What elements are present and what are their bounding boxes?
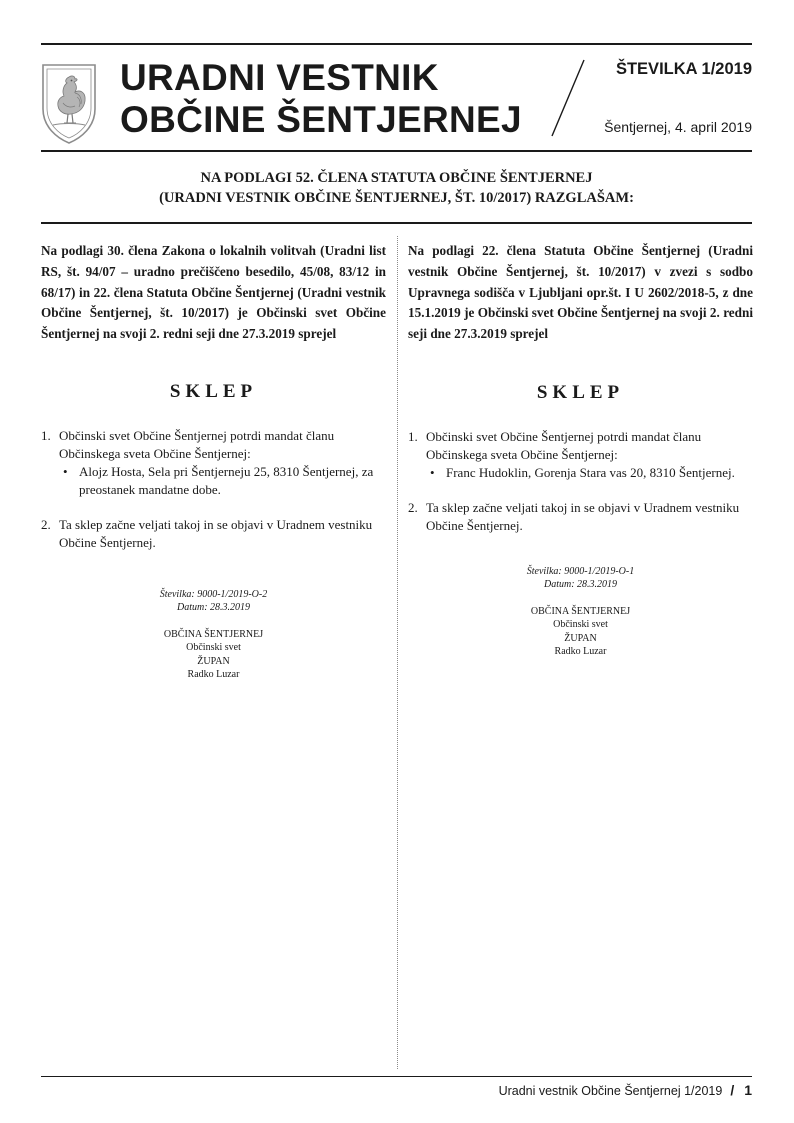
document-date: Datum: 28.3.2019 [543, 579, 618, 591]
item-number: 1. [408, 428, 418, 444]
item-text: Ta sklep začne veljati takoj in se objavi v Uradnem vestniku Občine Šentjernej. [59, 516, 373, 550]
page-footer [380, 1082, 752, 1098]
header-bottom-rule [41, 150, 752, 152]
signature-block [408, 565, 753, 659]
signatory-name: Radko Luzar [187, 669, 240, 681]
resolution-item [41, 516, 386, 552]
promulgation-line2: (URADNI VESTNIK OBČINE ŠENTJERNEJ, ŠT. 10/2017) RAZGLAŠAM: [159, 190, 634, 206]
signatory-role: ŽUPAN [197, 655, 230, 667]
header-top-rule [41, 43, 752, 45]
resolution-item [408, 428, 753, 464]
signatory-body: Občinski svet [553, 619, 608, 631]
resolution-item [408, 499, 753, 535]
resolution-item [41, 427, 386, 463]
masthead-title [120, 57, 560, 141]
footer-separator: / [730, 1082, 735, 1098]
item-text: Občinski svet Občine Šentjernej potrdi mandat članu Občinskega sveta Občine Šentjernej: [59, 427, 335, 461]
resolution-intro: Na podlagi 30. člena Zakona o lokalnih volitvah (Uradni list RS, št. 94/07 – uradno prečiščeno besedilo, 45/08, 83/12 in 68/17) in 22. člena Statuta Občine Šentjernej (Uradni vestnik Občine Šentjernej, št. 10/2017) je Občinski svet Občine Šentjernej na svoji 2. redni seji dne 27.3.2019 sprejel [41, 243, 386, 342]
bullet-mark: • [430, 464, 435, 480]
resolution-heading: SKLEP [536, 381, 625, 403]
promulgation-rule [41, 222, 752, 224]
item-text: Občinski svet Občine Šentjernej potrdi mandat članu Občinskega sveta Občine Šentjernej: [426, 428, 702, 462]
bullet-mark: • [63, 463, 68, 479]
signatory-org: OBČINA ŠENTJERNEJ [530, 605, 631, 617]
page-number: 1 [744, 1082, 752, 1098]
promulgation-text [41, 168, 752, 208]
rooster-crest-icon [41, 63, 97, 145]
signatory-name: Radko Luzar [554, 646, 607, 658]
resolution-heading: SKLEP [169, 380, 258, 402]
signatory-org: OBČINA ŠENTJERNEJ [163, 628, 264, 640]
member-name: Alojz Hosta, Sela pri Šentjerneju 25, 8310 Šentjernej, za preostanek mandatne dobe. [79, 463, 374, 497]
issue-number: ŠTEVILKA 1/2019 [615, 60, 752, 78]
item-number: 1. [41, 427, 51, 443]
document-number: Številka: 9000-1/2019-O-1 [526, 565, 635, 577]
item-text: Ta sklep začne veljati takoj in se objavi v Uradnem vestniku Občine Šentjernej. [426, 499, 740, 533]
item-number: 2. [41, 516, 51, 532]
resolution-left [41, 241, 386, 682]
document-date: Datum: 28.3.2019 [176, 602, 251, 614]
issue-place-date: Šentjernej, 4. april 2019 [604, 119, 752, 135]
footer-publication: Uradni vestnik Občine Šentjernej 1/2019 [498, 1084, 723, 1098]
signature-block [41, 588, 386, 682]
resolution-right [408, 241, 753, 659]
promulgation-line1: NA PODLAGI 52. ČLENA STATUTA OBČINE ŠENTJERNEJ [200, 170, 593, 186]
signatory-role: ŽUPAN [564, 632, 597, 644]
member-bullet [61, 463, 386, 499]
masthead-title-line2: OBČINE ŠENTJERNEJ [120, 99, 522, 140]
footer-rule [41, 1076, 752, 1077]
member-bullet [428, 464, 753, 482]
resolution-intro: Na podlagi 22. člena Statuta Občine Šentjernej (Uradni vestnik Občine Šentjernej, št. 10/2017) v zvezi s sodbo Upravnega sodišča v Ljubljani opr.št. I U 2602/2018-5, z dne 15.1.2019 je Občinski svet Občine Šentjernej na svoji 2. redni seji dne 27.3.2019 sprejel [408, 243, 753, 342]
signatory-body: Občinski svet [186, 642, 241, 654]
column-divider [397, 236, 398, 1069]
masthead-title-line1: URADNI VESTNIK [120, 57, 439, 98]
item-number: 2. [408, 499, 418, 515]
document-number: Številka: 9000-1/2019-O-2 [159, 588, 268, 600]
member-name: Franc Hudoklin, Gorenja Stara vas 20, 8310 Šentjernej. [446, 464, 735, 480]
